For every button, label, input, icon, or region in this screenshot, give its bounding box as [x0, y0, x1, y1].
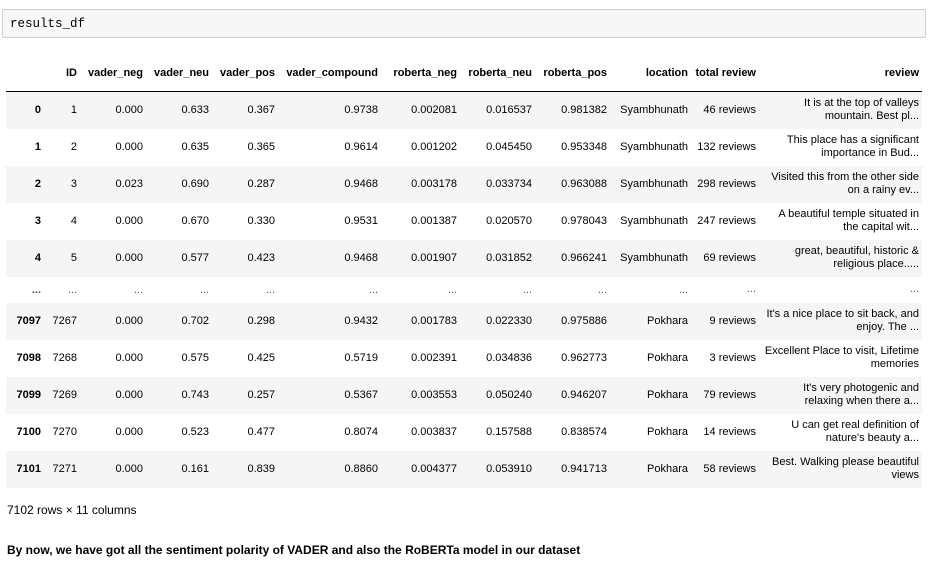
column-header: location — [610, 55, 691, 92]
table-cell: 0.001907 — [411, 252, 457, 264]
table-cell: 0.000 — [115, 315, 143, 327]
column-header: roberta_pos — [535, 55, 610, 92]
row-index: 0 — [34, 104, 41, 117]
table-cell: Pokhara — [647, 426, 688, 438]
table-cell: 7270 — [52, 426, 77, 438]
table-row — [6, 92, 922, 129]
table-cell: 0.9738 — [344, 104, 378, 117]
table-cell: Pokhara — [647, 352, 688, 364]
row-index: 4 — [34, 252, 41, 264]
table-cell: Syambhunath — [620, 215, 688, 227]
table-cell: 9 reviews — [709, 314, 756, 327]
header-index — [6, 55, 44, 92]
table-row — [6, 203, 922, 240]
table-cell: 0.702 — [181, 315, 209, 327]
table-row — [6, 166, 922, 203]
table-cell: 0.575 — [181, 352, 209, 364]
table-cell: 0.365 — [247, 141, 275, 153]
table-cell: 7268 — [52, 352, 77, 364]
table-cell: 0.9531 — [344, 215, 378, 227]
table-cell: 7269 — [52, 389, 77, 401]
table-cell: 0.425 — [247, 352, 275, 364]
table-cell: 0.941713 — [561, 463, 607, 475]
table-cell: 0.962773 — [561, 352, 607, 364]
row-index: 7099 — [16, 389, 41, 401]
table-cell: 1 — [70, 104, 77, 117]
table-cell: 0.053910 — [486, 463, 532, 475]
table-cell: 0.978043 — [561, 215, 607, 227]
row-index: 3 — [34, 215, 41, 227]
table-cell: 0.157588 — [486, 426, 532, 438]
table-cell: 7271 — [52, 463, 77, 475]
dataframe-output — [6, 55, 922, 488]
row-index: 7097 — [16, 315, 41, 327]
table-cell: ... — [678, 283, 688, 296]
column-header: review — [759, 55, 922, 92]
column-header: roberta_neg — [381, 55, 460, 92]
table-cell: 58 reviews — [703, 462, 756, 475]
table-cell: 0.033734 — [486, 178, 532, 190]
header-row — [6, 55, 922, 92]
table-cell: 0.9468 — [344, 178, 378, 190]
table-cell: 0.004377 — [411, 463, 457, 475]
table-cell: 0.975886 — [561, 315, 607, 327]
table-cell: 0.635 — [181, 141, 209, 153]
table-cell: Visited this from the other side on a rainy ev... — [771, 171, 919, 196]
table-cell: 0.743 — [181, 389, 209, 401]
table-cell: 0.423 — [247, 252, 275, 264]
table-cell: 0.670 — [181, 215, 209, 227]
row-index: ... — [31, 283, 41, 296]
dataframe-shape: 7102 rows × 11 columns — [7, 503, 137, 517]
table-cell: 0.002081 — [411, 104, 457, 117]
table-cell: 0.298 — [247, 315, 275, 327]
table-cell: Pokhara — [647, 463, 688, 475]
table-cell: 0.330 — [247, 215, 275, 227]
table-cell: ... — [265, 283, 275, 296]
table-cell: 0.5719 — [344, 352, 378, 364]
table-cell: 0.003837 — [411, 426, 457, 438]
table-cell: 132 reviews — [697, 140, 756, 153]
table-cell: ... — [909, 283, 919, 295]
column-header: roberta_neu — [460, 55, 535, 92]
table-cell: 3 — [70, 178, 77, 190]
table-row — [6, 377, 922, 414]
table-cell: 0.050240 — [486, 389, 532, 401]
table-cell: 0.577 — [181, 252, 209, 264]
table-cell: Pokhara — [647, 389, 688, 401]
table-cell: 4 — [70, 215, 77, 227]
table-cell: ... — [447, 283, 457, 296]
table-cell: 0.966241 — [561, 252, 607, 264]
table-cell: It's very photogenic and relaxing when there a... — [803, 382, 919, 407]
row-index: 1 — [34, 141, 41, 153]
table-cell: 0.000 — [115, 426, 143, 438]
column-header: vader_compound — [278, 55, 381, 92]
table-cell: 0.000 — [115, 215, 143, 227]
table-cell: 0.633 — [181, 104, 209, 117]
table-cell: 0.9432 — [344, 315, 378, 327]
column-header: vader_neu — [146, 55, 212, 92]
table-cell: 0.8860 — [344, 463, 378, 475]
table-cell: A beautiful temple situated in the capital wit... — [778, 208, 919, 233]
table-cell: 0.367 — [247, 104, 275, 117]
table-cell: 298 reviews — [697, 177, 756, 190]
table-cell: Syambhunath — [620, 178, 688, 190]
table-cell: ... — [133, 283, 143, 296]
table-cell: 0.001783 — [411, 315, 457, 327]
column-header: vader_neg — [80, 55, 146, 92]
table-cell: Syambhunath — [620, 104, 688, 117]
table-row — [6, 277, 922, 303]
table-cell: 0.963088 — [561, 178, 607, 190]
table-cell: 0.022330 — [486, 315, 532, 327]
column-header: ID — [44, 55, 80, 92]
row-index: 2 — [34, 178, 41, 190]
table-cell: 0.981382 — [561, 104, 607, 117]
table-cell: 0.287 — [247, 178, 275, 190]
table-cell: 0.9468 — [344, 252, 378, 264]
table-row — [6, 414, 922, 451]
table-cell: 0.003553 — [411, 389, 457, 401]
table-cell: ... — [199, 283, 209, 296]
table-header — [6, 55, 922, 92]
table-cell: 0.953348 — [561, 141, 607, 153]
table-cell: Excellent Place to visit, Lifetime memories — [764, 345, 919, 370]
table-cell: It is at the top of valleys mountain. Best pl... — [804, 97, 919, 123]
table-cell: Best. Walking please beautiful views — [772, 456, 919, 481]
table-cell: 0.838574 — [561, 426, 607, 438]
table-cell: 2 — [70, 141, 77, 153]
table-cell: ... — [746, 283, 756, 295]
table-cell: 0.946207 — [561, 389, 607, 401]
table-cell: Syambhunath — [620, 252, 688, 264]
column-header: total review — [691, 55, 759, 92]
table-cell: 0.045450 — [486, 141, 532, 153]
row-index: 7100 — [16, 426, 41, 438]
table-cell: 0.000 — [115, 252, 143, 264]
table-row — [6, 340, 922, 377]
table-cell: ... — [67, 283, 77, 296]
table-cell: ... — [368, 283, 378, 296]
table-cell: 7267 — [52, 315, 77, 327]
table-cell: 247 reviews — [697, 214, 756, 227]
table-cell: 0.477 — [247, 426, 275, 438]
table-cell: 0.003178 — [411, 178, 457, 190]
row-index: 7101 — [16, 463, 41, 475]
table-cell: 0.034836 — [486, 352, 532, 364]
table-cell: 0.257 — [247, 389, 275, 401]
table-cell: 0.002391 — [411, 352, 457, 364]
table-cell: 0.5367 — [344, 389, 378, 401]
table-cell: 0.839 — [247, 463, 275, 475]
table-cell: 0.523 — [181, 426, 209, 438]
table-cell: 69 reviews — [703, 251, 756, 264]
table-cell: 0.016537 — [486, 104, 532, 117]
table-cell: 0.000 — [115, 463, 143, 475]
column-header: vader_pos — [212, 55, 278, 92]
code-cell-input[interactable] — [2, 9, 926, 38]
table-cell: 0.690 — [181, 178, 209, 190]
table-cell: 0.000 — [115, 141, 143, 153]
table-cell: ... — [522, 283, 532, 296]
table-cell: 46 reviews — [703, 103, 756, 116]
code-text: results_df — [10, 17, 86, 31]
table-cell: ... — [597, 283, 607, 296]
table-cell: Syambhunath — [620, 141, 688, 153]
table-row — [6, 129, 922, 166]
table-row — [6, 240, 922, 277]
table-cell: 0.023 — [115, 178, 143, 190]
table-cell: 14 reviews — [703, 425, 756, 438]
table-cell: 0.9614 — [344, 141, 378, 153]
dataframe-table — [6, 55, 922, 488]
table-cell: 0.000 — [115, 104, 143, 117]
table-cell: Pokhara — [647, 315, 688, 327]
table-cell: 3 reviews — [709, 351, 756, 364]
table-cell: This place has a significant importance in Bud... — [786, 134, 919, 159]
table-body — [6, 92, 922, 488]
table-cell: 0.161 — [181, 463, 209, 475]
table-cell: 0.8074 — [344, 426, 378, 438]
table-row — [6, 303, 922, 340]
table-cell: 0.001202 — [411, 141, 457, 153]
markdown-note: By now, we have got all the sentiment polarity of VADER and also the RoBERTa model in our dataset — [7, 543, 581, 557]
table-cell: 0.001387 — [411, 215, 457, 227]
table-cell: 0.000 — [115, 389, 143, 401]
table-cell: 5 — [70, 252, 77, 264]
table-cell: 0.020570 — [486, 215, 532, 227]
table-cell: It's a nice place to sit back, and enjoy. The ... — [766, 308, 919, 333]
table-row — [6, 451, 922, 488]
table-cell: 79 reviews — [703, 388, 756, 401]
table-cell: 0.031852 — [486, 252, 532, 264]
row-index: 7098 — [16, 352, 41, 364]
table-cell: 0.000 — [115, 352, 143, 364]
table-cell: U can get real definition of nature's beauty a... — [791, 419, 919, 444]
table-cell: great, beautiful, historic & religious place..... — [794, 245, 919, 270]
